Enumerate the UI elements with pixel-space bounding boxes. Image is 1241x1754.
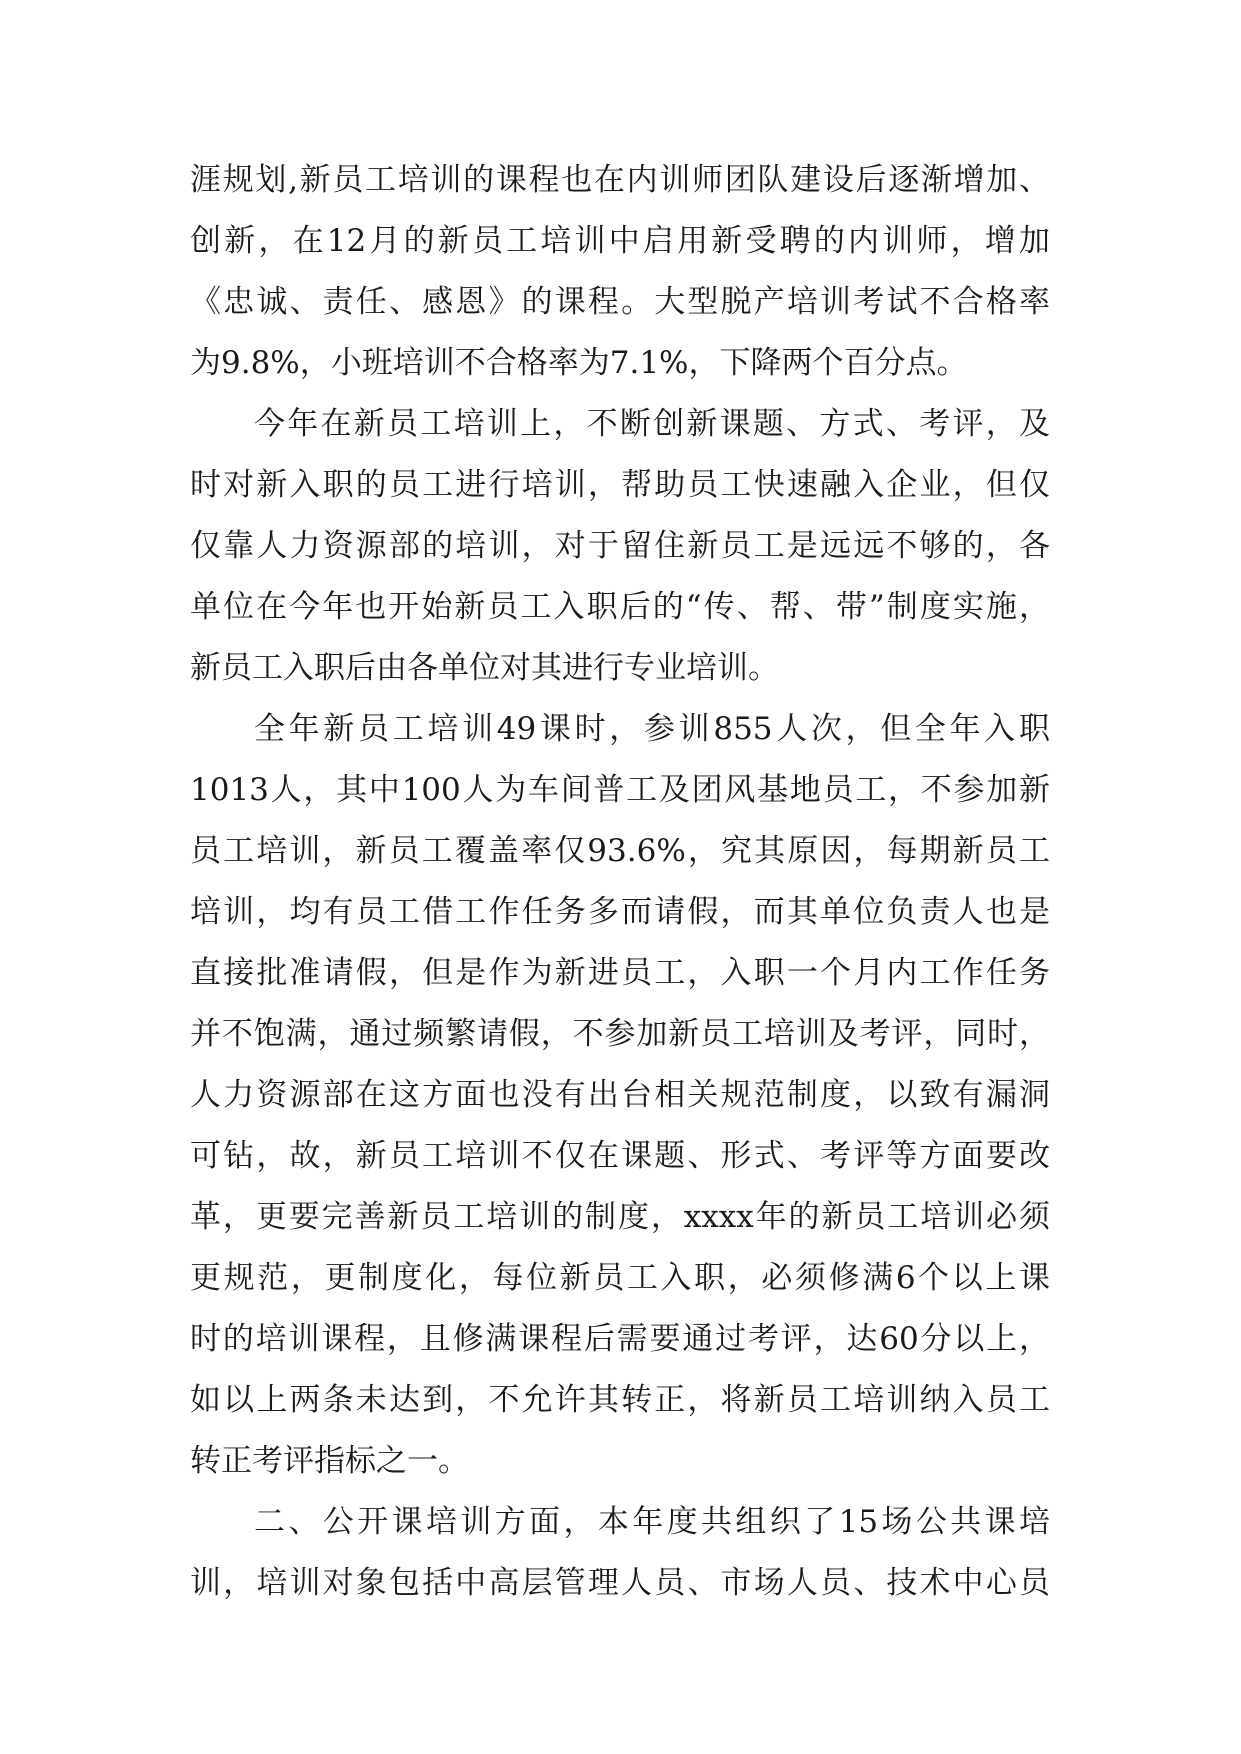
text-line: 可钻，故，新员工培训不仅在课题、形式、考评等方面要改 — [190, 1138, 1050, 1174]
text-line: 今年在新员工培训上，不断创新课题、方式、考评，及 — [254, 406, 1050, 442]
text-line: 新员工入职后由各单位对其进行专业培训。 — [190, 650, 779, 686]
text-line: 创新，在12月的新员工培训中启用新受聘的内训师，增加 — [190, 223, 1050, 259]
text-line: 单位在今年也开始新员工入职后的“传、帮、带”制度实施， — [190, 589, 1050, 625]
text-line: 如以上两条未达到，不允许其转正，将新员工培训纳入员工 — [190, 1382, 1050, 1418]
text-line: 《忠诚、责任、感恩》的课程。大型脱产培训考试不合格率 — [190, 284, 1050, 320]
text-line: 更规范，更制度化，每位新员工入职，必须修满6个以上课 — [190, 1260, 1050, 1296]
text-line: 员工培训，新员工覆盖率仅93.6%，究其原因，每期新员工 — [190, 833, 1050, 869]
text-line: 直接批准请假，但是作为新进员工，入职一个月内工作任务 — [190, 955, 1050, 991]
text-line: 涯规划,新员工培训的课程也在内训师团队建设后逐渐增加、 — [190, 162, 1050, 198]
text-line: 1013人，其中100人为车间普工及团风基地员工，不参加新 — [190, 772, 1050, 808]
document-body — [190, 150, 1050, 1614]
text-line: 培训，均有员工借工作任务多而请假，而其单位负责人也是 — [190, 894, 1050, 930]
text-line: 人力资源部在这方面也没有出台相关规范制度，以致有漏洞 — [190, 1077, 1050, 1113]
text-line: 仅靠人力资源部的培训，对于留住新员工是远远不够的，各 — [190, 528, 1050, 564]
text-line: 时的培训课程，且修满课程后需要通过考评，达60分以上， — [190, 1321, 1050, 1357]
text-line: 并不饱满，通过频繁请假，不参加新员工培训及考评，同时， — [190, 1016, 1050, 1052]
text-line: 全年新员工培训49课时，参训855人次，但全年入职 — [254, 711, 1050, 747]
text-line: 为9.8%，小班培训不合格率为7.1%，下降两个百分点。 — [190, 345, 968, 381]
text-line: 时对新入职的员工进行培训，帮助员工快速融入企业，但仅 — [190, 467, 1050, 503]
text-line: 训，培训对象包括中高层管理人员、市场人员、技术中心员 — [190, 1565, 1050, 1601]
text-line: 革，更要完善新员工培训的制度，xxxx年的新员工培训必须 — [190, 1199, 1050, 1235]
text-line: 二、公开课培训方面，本年度共组织了15场公共课培 — [254, 1504, 1050, 1540]
text-line: 转正考评指标之一。 — [190, 1443, 469, 1479]
